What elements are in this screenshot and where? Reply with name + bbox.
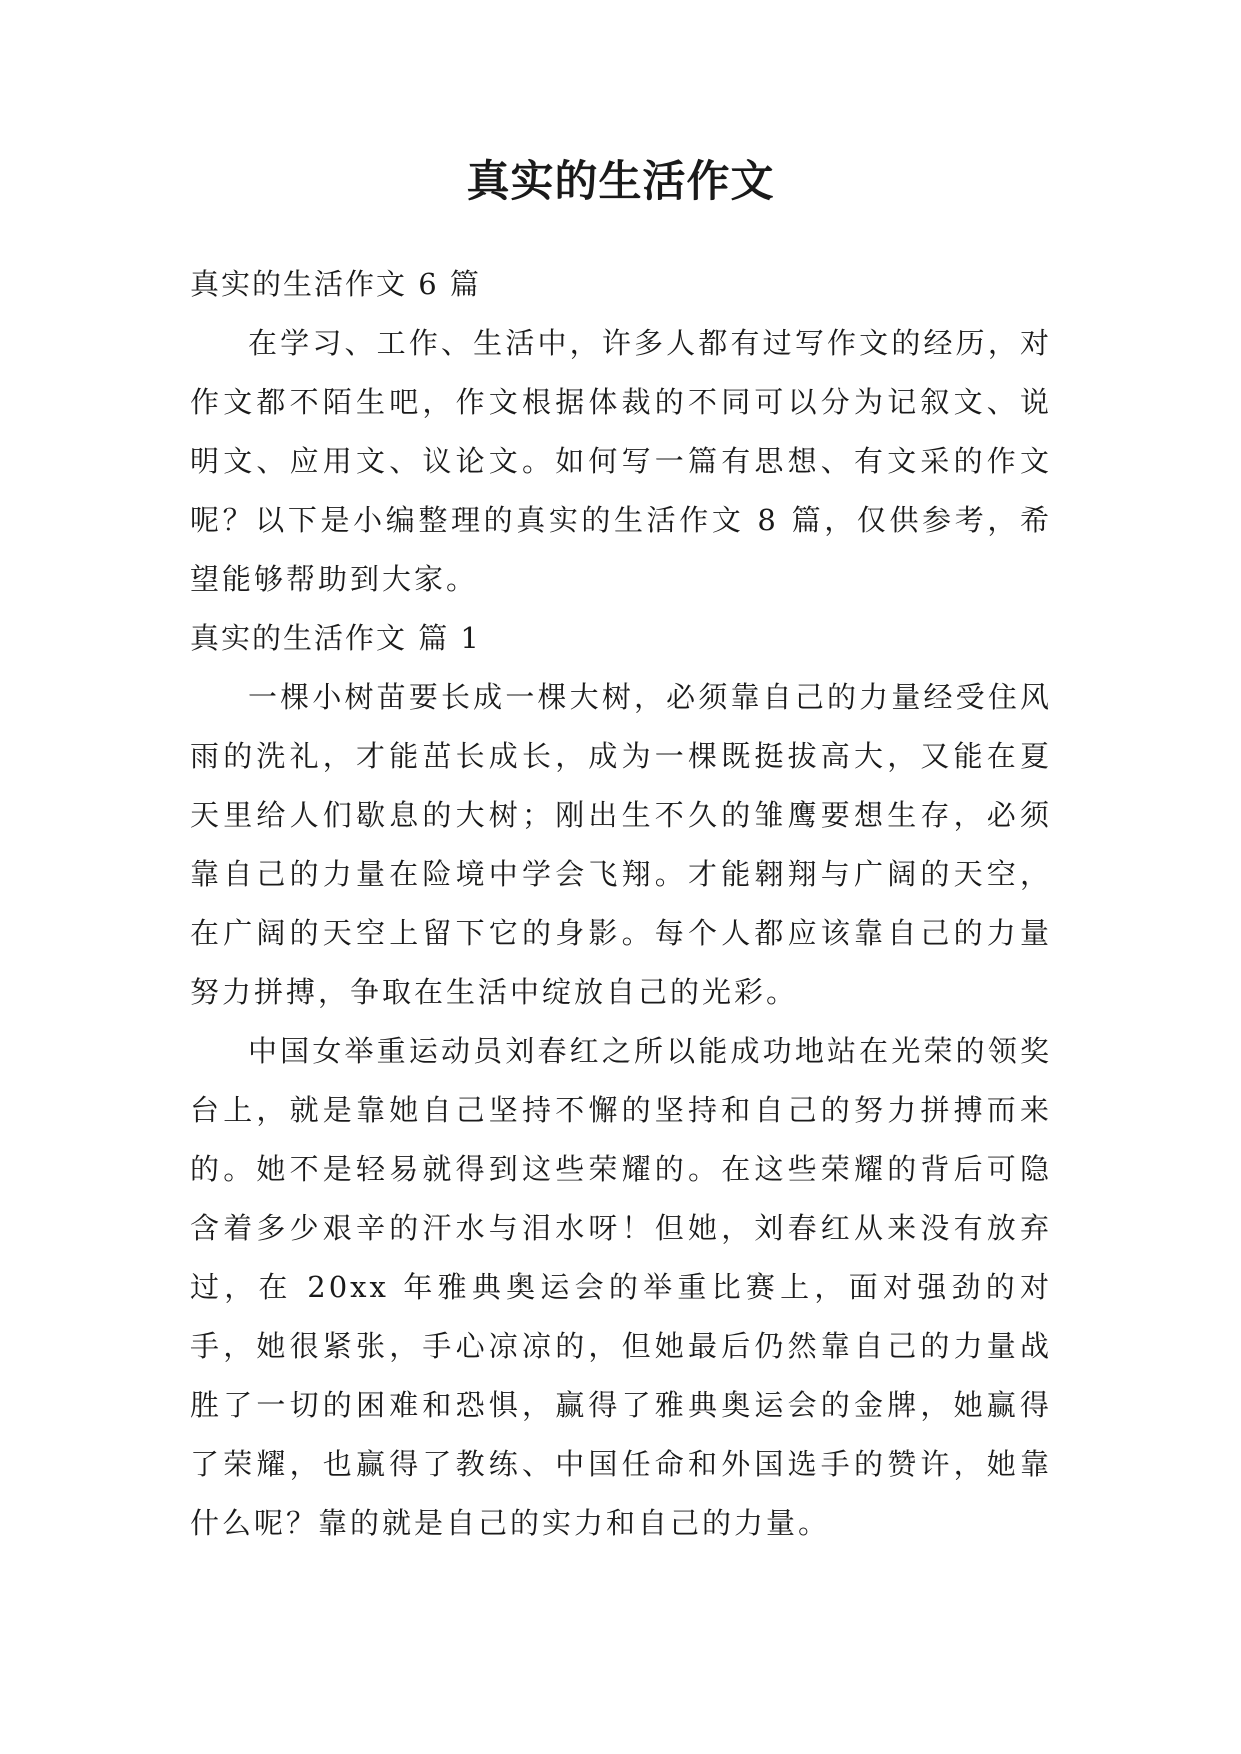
document-title: 真实的生活作文: [466, 157, 775, 207]
body-paragraph: 中国女举重运动员刘春红之所以能成功地站在光荣的领奖台上，就是靠她自己坚持不懈的坚持和自己的努力拼搏而来的。她不是轻易就得到这些荣耀的。在这些荣耀的背后可隐含着多少艰辛的汗水与泪水呀！但她，刘春红从来没有放弃过，在 20xx 年雅典奥运会的举重比赛上，面对强劲的对手，她很紧张，手心凉凉的，但她最后仍然靠自己的力量战胜了一切的困难和恐惧，赢得了雅典奥运会的金牌，她赢得了荣耀，也赢得了教练、中国任命和外国选手的赞许，她靠什么呢？靠的就是自己的实力和自己的力量。: [190, 1034, 1052, 1540]
section-heading: 真实的生活作文 6 篇: [190, 267, 481, 301]
body-paragraph: 一棵小树苗要长成一棵大树，必须靠自己的力量经受住风雨的洗礼，才能茁长成长，成为一棵既挺拔高大，又能在夏天里给人们歇息的大树；刚出生不久的雏鹰要想生存，必须靠自己的力量在险境中学会飞翔。才能翱翔与广阔的天空，在广阔的天空上留下它的身影。每个人都应该靠自己的力量努力拼搏，争取在生活中绽放自己的光彩。: [190, 680, 1052, 1009]
section-heading: 真实的生活作文 篇 1: [190, 621, 481, 655]
body-paragraph: 在学习、工作、生活中，许多人都有过写作文的经历，对作文都不陌生吧，作文根据体裁的不同可以分为记叙文、说明文、应用文、议论文。如何写一篇有思想、有文采的作文呢？以下是小编整理的真实的生活作文 8 篇，仅供参考，希望能够帮助到大家。: [190, 326, 1052, 596]
document-body: [190, 255, 1052, 1553]
